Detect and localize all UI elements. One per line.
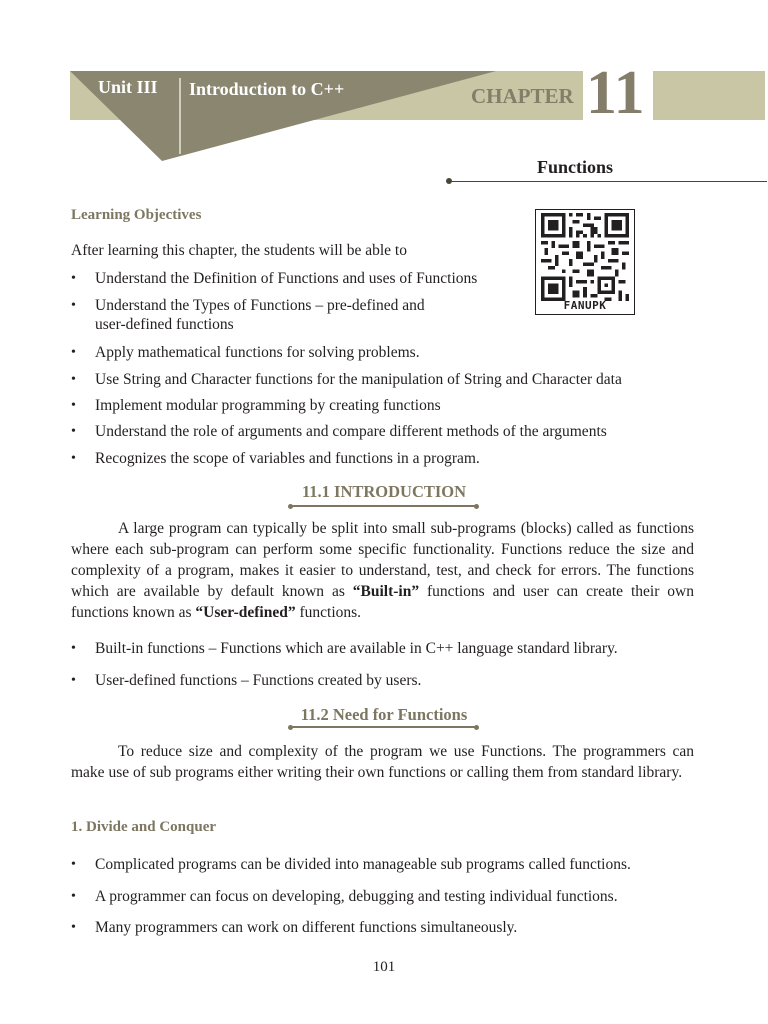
intro-paragraph (71, 518, 694, 623)
list-item: • User-defined functions – Functions created by users. (71, 670, 421, 691)
list-item: • Built-in functions – Functions which are available in C++ language standard library. (71, 638, 618, 659)
section-heading-text: 11.2 Need for Functions (300, 705, 468, 724)
list-item: • Understand the Definition of Functions and uses of Functions (71, 268, 477, 289)
intro-text-1: A large program can typically be split into small sub-programs (blocks) called as functions where each sub-program can perform some specific functionality. Functions reduce the size and complexity of a program, makes it easier to understand, test, and check for errors. The functions which are available by default known as (71, 520, 694, 600)
userdefined-term: “User-defined” (195, 604, 296, 621)
title-rule (449, 181, 767, 182)
divide-conquer-heading: 1. Divide and Conquer (71, 819, 217, 835)
chapter-title: Functions (537, 157, 614, 177)
list-item: • Recognizes the scope of variables and functions in a program. (71, 448, 480, 469)
list-item: • Use String and Character functions for the manipulation of String and Character data (71, 369, 622, 390)
section-rule (290, 505, 476, 507)
intro-text-2: functions and user can create their own functions known as (71, 583, 694, 621)
section-rule-dot-right (474, 725, 479, 730)
page-number: 101 (372, 959, 396, 975)
list-item: • Understand the Types of Functions – pre-defined and (71, 295, 425, 316)
list-item: • Complicated programs can be divided into manageable sub programs called functions. (71, 854, 631, 875)
intro-text-3: functions. (295, 604, 362, 621)
need-paragraph: To reduce size and complexity of the program we use Functions. The programmers can make use of sub programs either writing their own functions or calling them from standard library. (71, 743, 694, 781)
list-item: • Implement modular programming by creating functions (71, 395, 441, 416)
list-item: • Apply mathematical functions for solving problems. (71, 342, 420, 363)
section-heading-11-2 (0, 705, 768, 725)
list-item-continuation: user-defined functions (95, 316, 234, 333)
chapter-number: 11 (586, 59, 645, 127)
list-item: • Understand the role of arguments and compare different methods of the arguments (71, 421, 607, 442)
learning-objectives-intro: After learning this chapter, the students will be able to (71, 242, 407, 259)
chapter-label: CHAPTER (471, 84, 574, 108)
qr-code-icon (541, 213, 629, 301)
learning-objectives-heading: Learning Objectives (71, 207, 202, 223)
section-heading-text: 11.1 INTRODUCTION (301, 482, 467, 501)
list-item: • Many programmers can work on different functions simultaneously. (71, 917, 517, 938)
section-rule (290, 726, 476, 728)
section-rule-dot-right (474, 504, 479, 509)
unit-title: Introduction to C++ (189, 79, 345, 99)
banner-band-right (653, 71, 765, 120)
qr-label: FANUPK (563, 299, 607, 312)
qr-code-box[interactable] (535, 209, 635, 315)
unit-label: Unit III (98, 77, 158, 97)
list-item: • A programmer can focus on developing, debugging and testing individual functions. (71, 886, 618, 907)
section-heading-11-1 (0, 482, 768, 502)
builtin-term: “Built-in” (352, 583, 420, 600)
